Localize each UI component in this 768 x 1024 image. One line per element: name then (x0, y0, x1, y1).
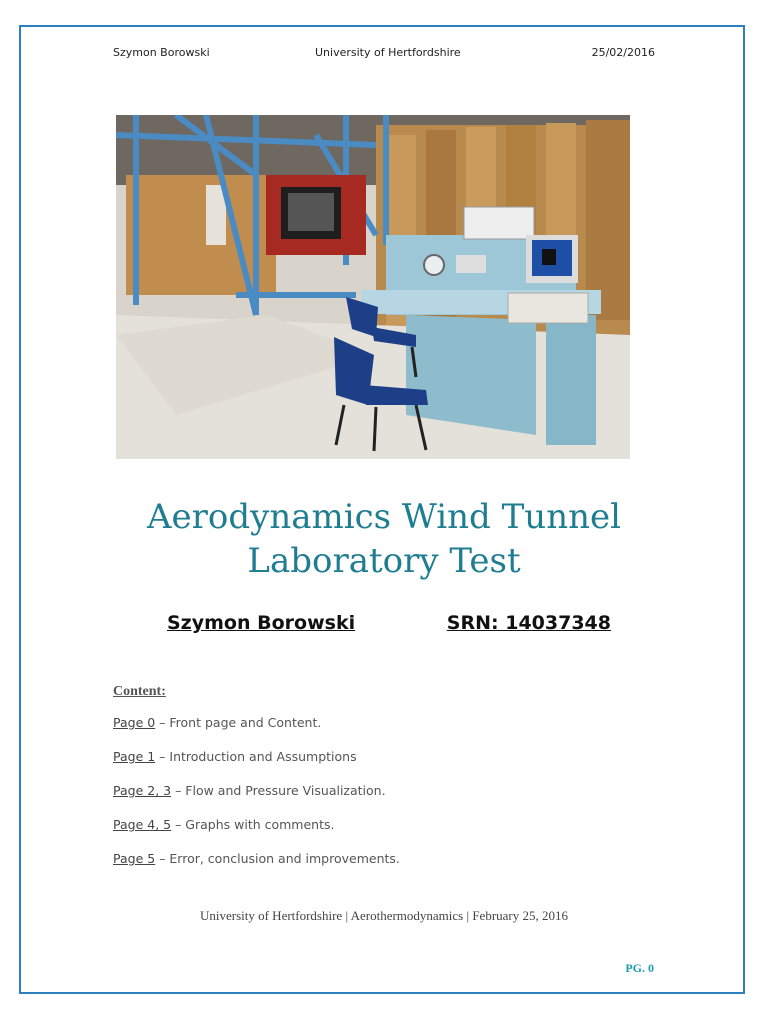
contents-item-text: – Introduction and Assumptions (155, 749, 357, 764)
wind-tunnel-lab-photo (116, 115, 630, 459)
title-line-2: Laboratory Test (247, 541, 521, 581)
contents-heading: Content: (113, 684, 166, 699)
contents-item-ref: Page 4, 5 (113, 817, 172, 832)
document-title (0, 495, 768, 583)
author-name: Szymon Borowski (167, 612, 356, 634)
page-header (113, 46, 655, 62)
contents-item-ref: Page 0 (113, 715, 156, 730)
contents-item-ref: Page 1 (113, 749, 156, 764)
lab-photo-illustration (116, 115, 630, 459)
student-reference-number: SRN: 14037348 (446, 612, 611, 634)
header-institution: University of Hertfordshire (315, 46, 461, 59)
contents-item-text: – Error, conclusion and improvements. (155, 851, 400, 866)
page-number: PG. 0 (625, 961, 654, 975)
contents-item (113, 714, 653, 748)
title-line-1: Aerodynamics Wind Tunnel (146, 497, 621, 537)
contents-item-text: – Flow and Pressure Visualization. (171, 783, 386, 798)
contents-item-text: – Front page and Content. (155, 715, 322, 730)
contents-item-ref: Page 2, 3 (113, 783, 172, 798)
table-of-contents (113, 684, 653, 884)
contents-item-text: – Graphs with comments. (171, 817, 335, 832)
author-row (0, 612, 768, 638)
contents-item-ref: Page 5 (113, 851, 156, 866)
header-date: 25/02/2016 (591, 46, 655, 59)
contents-item (113, 816, 653, 850)
contents-item (113, 748, 653, 782)
header-author: Szymon Borowski (113, 46, 210, 59)
page-footer: University of Hertfordshire | Aerothermodynamics | February 25, 2016 (199, 908, 569, 923)
contents-item (113, 782, 653, 816)
contents-item (113, 850, 653, 884)
